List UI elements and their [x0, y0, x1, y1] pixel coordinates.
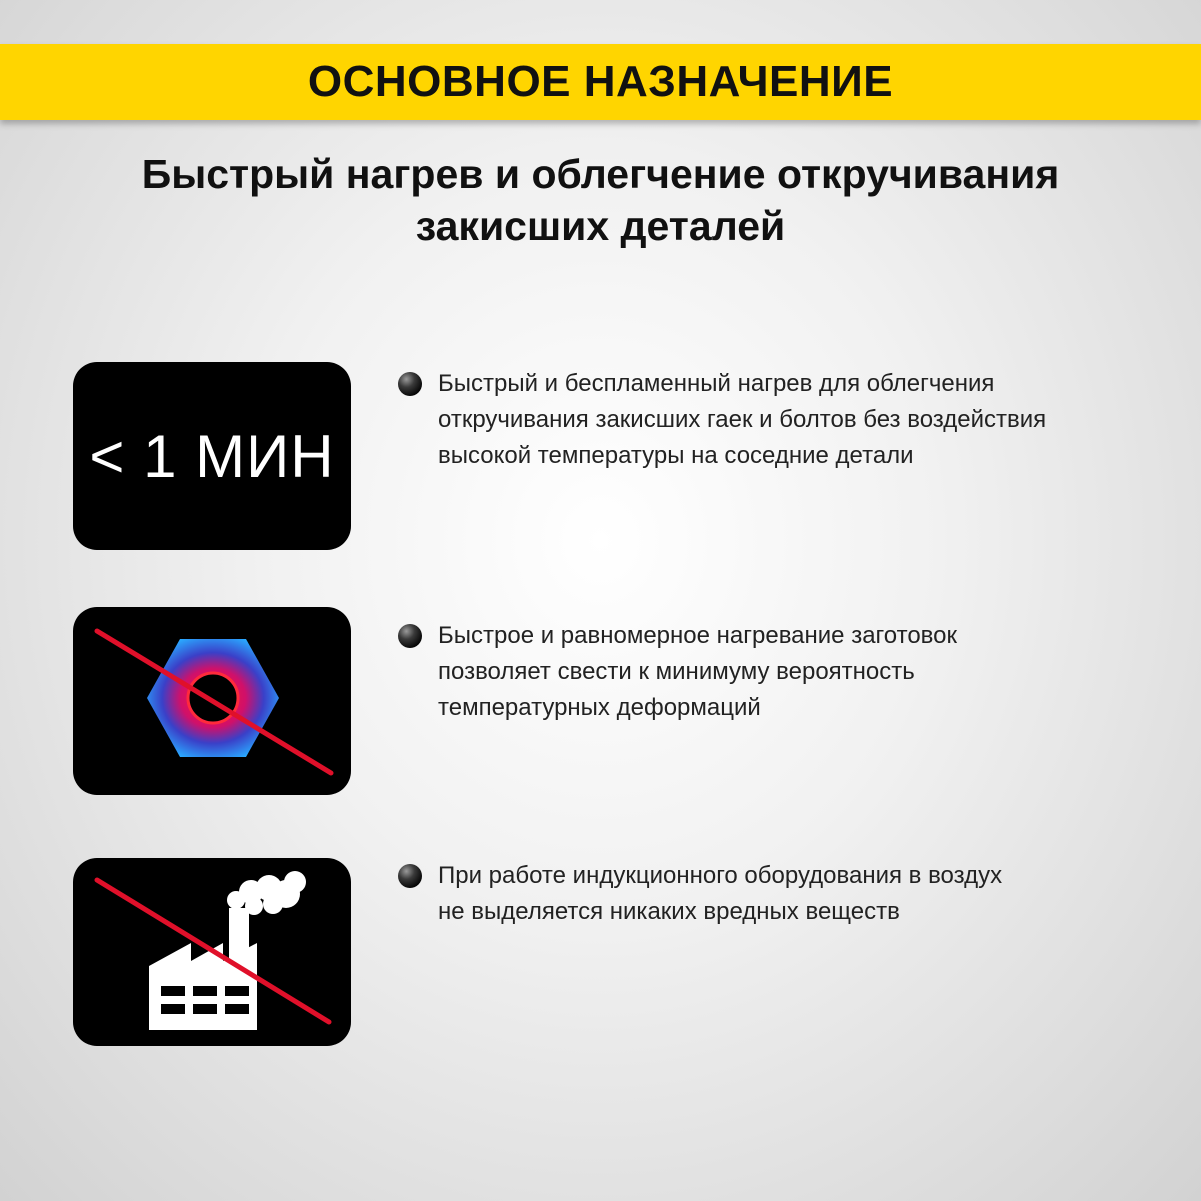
- feature-text: [438, 618, 1138, 726]
- feature-text: [438, 366, 1138, 474]
- feature-line: температурных деформаций: [438, 694, 761, 721]
- feature-line: Быстрый и беспламенный нагрев для облегчения: [438, 370, 995, 397]
- feature-text: [438, 858, 1138, 930]
- no-overheated-nut-icon: [73, 607, 351, 795]
- feature-line: откручивания закисших гаек и болтов без воздействия: [438, 406, 1047, 433]
- title-banner: [0, 44, 1201, 120]
- headline-line-1: Быстрый нагрев и облегчение откручивания: [141, 151, 1060, 197]
- time-label: < 1 МИН: [89, 422, 335, 490]
- headline-line-2: закисших деталей: [415, 203, 786, 249]
- bullet-icon: [398, 624, 422, 648]
- bullet-icon: [398, 864, 422, 888]
- feature-line: не выделяется никаких вредных веществ: [438, 898, 900, 925]
- feature-line: позволяет свести к минимуму вероятность: [438, 658, 915, 685]
- feature-line: При работе индукционного оборудования в воздух: [438, 862, 1003, 889]
- no-overheated-nut-tile: [73, 607, 351, 795]
- no-factory-emissions-icon: [73, 858, 351, 1046]
- bullet-icon: [398, 372, 422, 396]
- feature-line: Быстрое и равномерное нагревание заготовок: [438, 622, 957, 649]
- headline: [0, 148, 1201, 252]
- time-tile: [73, 362, 351, 550]
- feature-line: высокой температуры на соседние детали: [438, 442, 914, 469]
- nut-hole: [188, 673, 238, 723]
- banner-title: ОСНОВНОЕ НАЗНАЧЕНИЕ: [307, 57, 894, 106]
- no-emissions-tile: [73, 858, 351, 1046]
